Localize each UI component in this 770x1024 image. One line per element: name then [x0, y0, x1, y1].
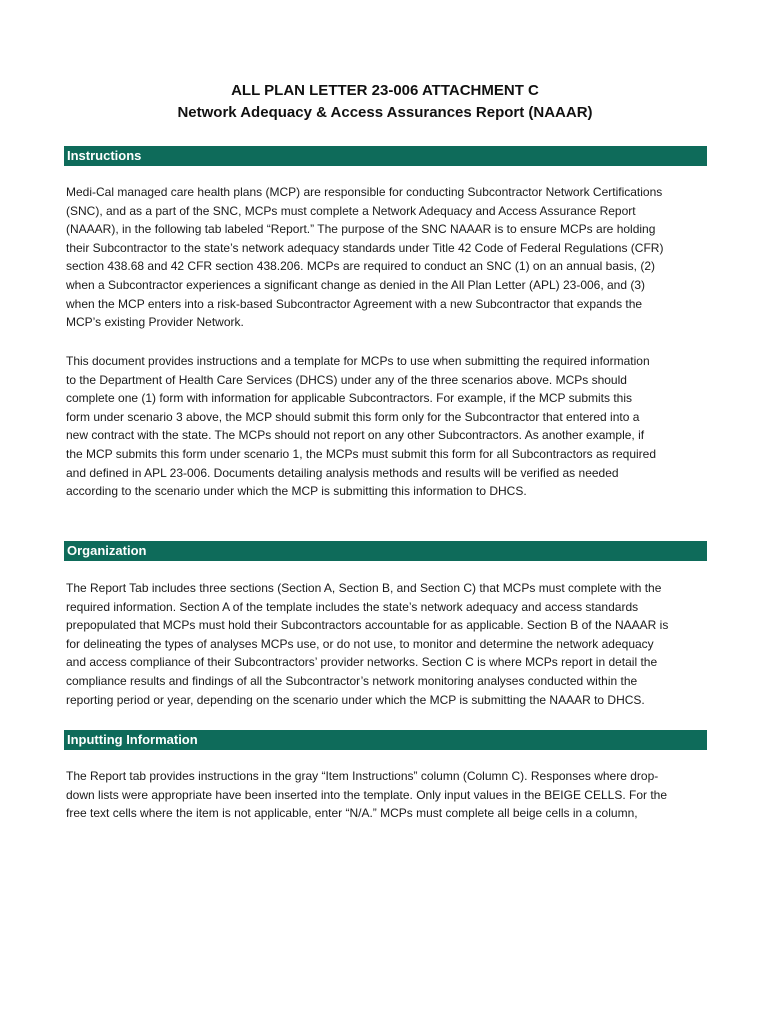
text-line: form under scenario 3 above, the MCP should submit this form only for the Subcontractor that entered into a — [66, 409, 640, 424]
document-title — [0, 80, 770, 124]
inputting-paragraph — [66, 767, 706, 823]
text-line: for delineating the types of analyses MCPs use, or do not use, to monitor and determine the network adequacy — [66, 636, 654, 651]
text-line: The Report tab provides instructions in the gray “Item Instructions” column (Column C). Responses where drop- — [66, 769, 659, 783]
title-line-2: Network Adequacy & Access Assurances Report (NAAAR) — [177, 104, 593, 121]
text-line: according to the scenario under which the MCP is submitting this information to DHCS. — [66, 484, 527, 499]
text-line: reporting period or year, depending on the scenario under which the MCP is submitting the NAAAR to DHCS. — [66, 692, 645, 707]
text-line: This document provides instructions and a template for MCPs to use when submitting the required information — [66, 354, 650, 368]
organization-paragraph — [66, 579, 706, 709]
instructions-paragraph-2 — [66, 352, 706, 501]
text-line: down lists were appropriate have been inserted into the template. Only input values in the BEIGE CELLS. For the — [66, 787, 668, 802]
section-heading-inputting-information: Inputting Information — [64, 730, 707, 750]
text-line: section 438.68 and 42 CFR section 438.206. MCPs are required to conduct an SNC (1) on an annual basis, (2) — [66, 259, 656, 274]
text-line: (NAAAR), in the following tab labeled “Report.” The purpose of the SNC NAAAR is to ensure MCPs are holding — [66, 222, 656, 237]
text-line: the MCP submits this form under scenario 1, the MCPs must submit this form for all Subcontractors as required — [66, 446, 657, 461]
text-line: required information. Section A of the template includes the state’s network adequacy and access standards — [66, 599, 639, 614]
section-heading-organization: Organization — [64, 541, 707, 561]
text-line: and defined in APL 23-006. Documents detailing analysis methods and results will be verified as needed — [66, 465, 619, 480]
text-line: MCP’s existing Provider Network. — [66, 315, 244, 330]
text-line: complete one (1) form with information for applicable Subcontractors. For example, if the MCP submits this — [66, 391, 633, 406]
text-line: (SNC), and as a part of the SNC, MCPs must complete a Network Adequacy and Access Assurance Report — [66, 203, 636, 218]
text-line: Medi-Cal managed care health plans (MCP) are responsible for conducting Subcontractor Network Certifications — [66, 185, 663, 199]
text-line: new contract with the state. The MCPs should not report on any other Subcontractors. As another example, if — [66, 428, 645, 443]
title-line-1: ALL PLAN LETTER 23-006 ATTACHMENT C — [231, 82, 539, 99]
text-line: compliance results and findings of all the Subcontractor’s network monitoring analyses conducted within the — [66, 673, 638, 688]
section-heading-instructions: Instructions — [64, 146, 707, 166]
text-line: and access compliance of their Subcontractors’ provider networks. Section C is where MCPs report in detail the — [66, 655, 658, 670]
instructions-paragraph-1 — [66, 183, 706, 332]
text-line: The Report Tab includes three sections (Section A, Section B, and Section C) that MCPs must complete with the — [66, 581, 662, 595]
text-line: when the MCP enters into a risk-based Subcontractor Agreement with a new Subcontractor that expands the — [66, 296, 643, 311]
text-line: their Subcontractor to the state’s network adequacy standards under Title 42 Code of Federal Regulations (CFR) — [66, 240, 664, 255]
text-line: when a Subcontractor experiences a significant change as denied in the All Plan Letter (APL) 23-006, and (3) — [66, 277, 646, 292]
text-line: free text cells where the item is not applicable, enter “N/A.” MCPs must complete all beige cells in a column, — [66, 806, 638, 821]
text-line: to the Department of Health Care Services (DHCS) under any of the three scenarios above. MCPs should — [66, 372, 627, 387]
text-line: prepopulated that MCPs must hold their Subcontractors accountable for as applicable. Section B of the NAAAR is — [66, 618, 669, 633]
